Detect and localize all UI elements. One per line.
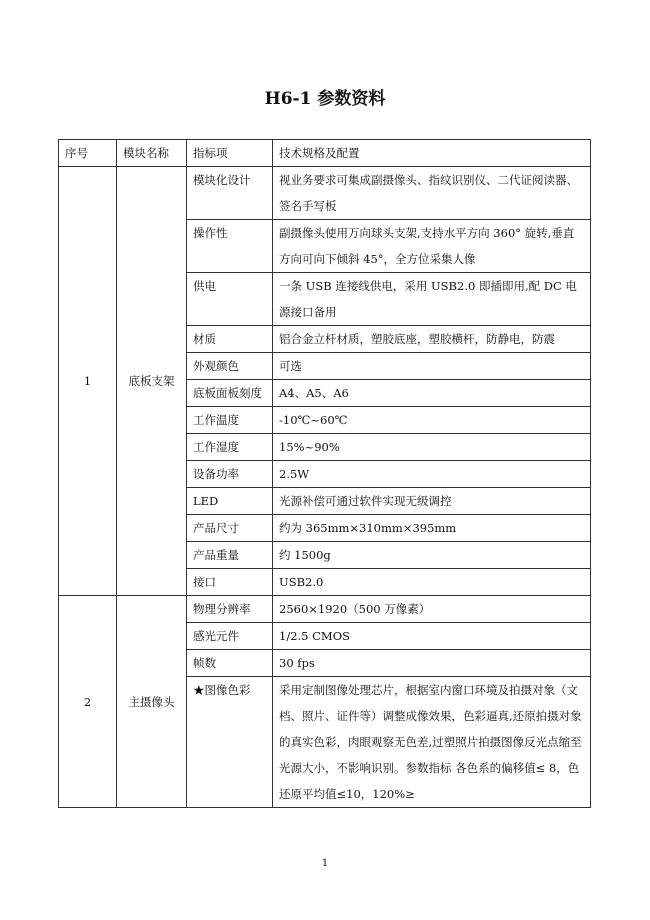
indicator-cell: 供电 — [187, 273, 273, 326]
indicator-cell: 物理分辨率 — [187, 596, 273, 623]
spec-cell: 30 fps — [273, 650, 591, 677]
spec-cell: USB2.0 — [273, 569, 591, 596]
spec-cell: 铝合金立杆材质，塑胶底座，塑胶横杆，防静电，防震 — [273, 326, 591, 353]
indicator-cell: 感光元件 — [187, 623, 273, 650]
spec-cell: 约为 365mm×310mm×395mm — [273, 515, 591, 542]
indicator-cell: 产品重量 — [187, 542, 273, 569]
indicator-cell: 工作湿度 — [187, 434, 273, 461]
indicator-cell: 材质 — [187, 326, 273, 353]
spec-cell: 2560×1920（500 万像素） — [273, 596, 591, 623]
table-header-row — [59, 140, 591, 167]
header-cell-spec: 技术规格及配置 — [273, 140, 591, 167]
document-title: H6-1 参数资料 — [264, 89, 386, 109]
indicator-cell: 帧数 — [187, 650, 273, 677]
indicator-cell: 外观颜色 — [187, 353, 273, 380]
spec-cell: 15%~90% — [273, 434, 591, 461]
indicator-cell: 产品尺寸 — [187, 515, 273, 542]
spec-cell: 约 1500g — [273, 542, 591, 569]
indicator-cell: 设备功率 — [187, 461, 273, 488]
spec-cell: 采用定制图像处理芯片，根据室内窗口环境及拍摄对象（文档、照片、证件等）调整成像效果，色彩逼真,还原拍摄对象的真实色彩，肉眼观察无色差,过塑照片拍摄图像反光点缩至光源大小，不影响识别。参数指标 各色系的偏移值≤ 8，色还原平均值≤10，120%≥ — [273, 677, 591, 808]
module-name-cell: 底板支架 — [117, 167, 187, 596]
spec-cell: 可选 — [273, 353, 591, 380]
indicator-cell: 底板面板刻度 — [187, 380, 273, 407]
spec-cell: 视业务要求可集成副摄像头、指纹识别仪、二代证阅读器、签名手写板 — [273, 167, 591, 220]
spec-cell: 1/2.5 CMOS — [273, 623, 591, 650]
spec-cell: 副摄像头使用万向球头支架,支持水平方向 360° 旋转,垂直方向可向下倾斜 45°，全方位采集人像 — [273, 220, 591, 273]
header-cell-module: 模块名称 — [117, 140, 187, 167]
row-number-cell: 2 — [59, 596, 117, 808]
indicator-cell: 工作温度 — [187, 407, 273, 434]
indicator-cell: 操作性 — [187, 220, 273, 273]
spec-cell: 2.5W — [273, 461, 591, 488]
row-number-cell: 1 — [59, 167, 117, 596]
table-row — [59, 596, 591, 623]
header-cell-item: 指标项 — [187, 140, 273, 167]
spec-table — [58, 139, 591, 808]
spec-cell: A4、A5、A6 — [273, 380, 591, 407]
page-number: 1 — [321, 858, 329, 869]
spec-cell: 光源补偿可通过软件实现无级调控 — [273, 488, 591, 515]
module-name-cell: 主摄像头 — [117, 596, 187, 808]
table-row — [59, 167, 591, 220]
indicator-cell: LED — [187, 488, 273, 515]
spec-cell: -10℃~60℃ — [273, 407, 591, 434]
indicator-cell: ★图像色彩 — [187, 677, 273, 808]
indicator-cell: 模块化设计 — [187, 167, 273, 220]
indicator-cell: 接口 — [187, 569, 273, 596]
header-cell-no: 序号 — [59, 140, 117, 167]
spec-cell: 一条 USB 连接线供电，采用 USB2.0 即插即用,配 DC 电源接口备用 — [273, 273, 591, 326]
